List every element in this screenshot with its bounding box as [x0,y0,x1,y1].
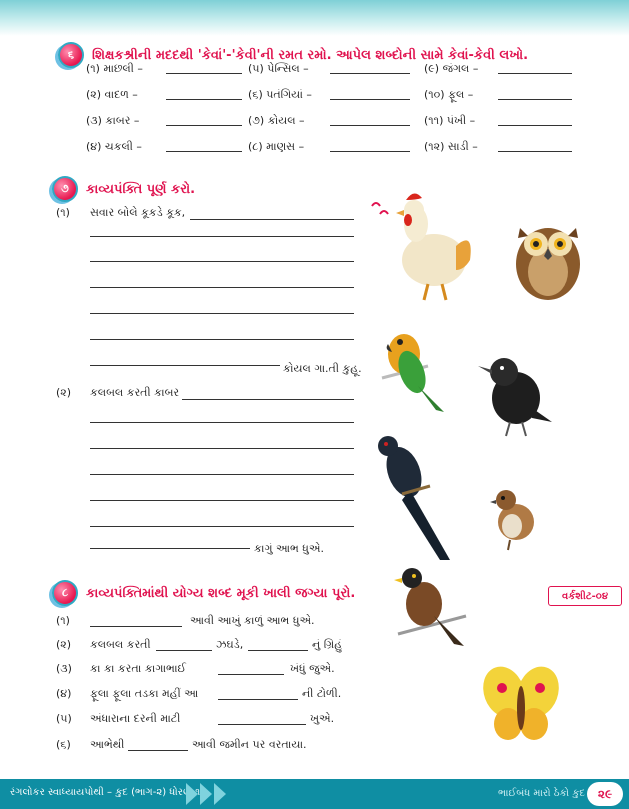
q1-blank-line-5[interactable] [90,339,354,340]
section-6-item-blank[interactable] [330,125,410,126]
section-6-item-blank[interactable] [498,151,572,152]
s8-blank-1[interactable] [90,626,182,627]
page-number: ૨૯ [587,782,623,806]
footer-chapter-title: ભાઈબંધ મારો ઠેકો કુદ [498,788,585,799]
section-6-item-blank[interactable] [330,151,410,152]
section-6-item-blank[interactable] [166,151,242,152]
q2-blank-line-4[interactable] [90,500,354,501]
section-6-item-label: (૭) કોયલ – [248,114,305,127]
s8-text-4a: ફૂલા ફૂલા તડકા મહીં આ [90,687,199,700]
rooster-illustration [366,188,478,306]
section-7-header [52,176,195,202]
s8-num-4: (૪) [56,687,72,700]
s8-blank-6[interactable] [128,750,188,751]
page-footer [0,779,629,809]
q1-blank-line-4[interactable] [90,313,354,314]
section-6-item-label: (૬) પતંગિયાં – [248,88,312,101]
myna-illustration [388,560,472,650]
section-6-item-blank[interactable] [166,73,242,74]
s8-text-2c: નું ગ્રિહું [312,638,343,651]
s8-text-5b: ખુએ. [310,712,335,725]
butterfly-illustration [478,662,564,748]
q2-blank-line-6[interactable] [90,548,250,549]
s8-text-6b: આવી જમીન પર વરતાયા. [192,738,307,751]
s8-num-1: (૧) [56,614,70,627]
q2-number: (૨) [56,386,72,399]
s8-text-2b: ઝઘડે, [216,638,244,651]
q2-end-text: કાગું આભ ધુએ. [254,542,324,555]
s8-text-4b: ની ટોળી. [302,687,342,700]
section-6-item-label: (૪) ચકલી – [86,140,142,153]
chevron-right-icon [186,783,198,805]
s8-text-3b: ખંધું જુએ. [290,662,335,675]
s8-num-6: (૬) [56,738,71,751]
section-6-item-blank[interactable] [166,99,242,100]
chevron-right-icon [200,783,212,805]
q2-blank-line-3[interactable] [90,474,354,475]
section-7-badge: ૭ [52,176,78,202]
parrot-illustration [378,322,452,414]
section-6-item-label: (૧) માછલી – [86,62,143,75]
q1-blank-line-3[interactable] [90,287,354,288]
section-6-item-label: (૫) પેન્સિલ – [248,62,309,75]
s8-text-1b: આવી આખું કાળું આભ ધુએ. [190,614,315,627]
section-6-item-blank[interactable] [166,125,242,126]
section-6-item-label: (૧૦) ફૂલ – [424,88,474,101]
q2-blank-line-5[interactable] [90,526,354,527]
q2-blank-line-2[interactable] [90,448,354,449]
footer-book-title: રંગલોકર સ્વાધ્યાયપોથી – કુદ (ભાગ-૨) ધોરણ-૧ [10,787,201,798]
section-6-item-label: (૧૨) સાડી – [424,140,478,153]
owl-illustration [506,208,590,306]
section-6-item-blank[interactable] [498,99,572,100]
q1-end-text: કોયલ ગા.તી કુહૂ. [283,362,362,375]
q1-blank-line-2[interactable] [90,261,354,262]
section-6-item-blank[interactable] [498,125,572,126]
s8-text-6a: આભેથી [90,738,125,751]
s8-text-2a: કલબલ કરતી [90,638,151,651]
section-6-item-label: (૯) જંગલ – [424,62,479,75]
q2-start-text: કલબલ કરતી કાબર [90,386,180,399]
section-6-item-label: (૨) વાદળ – [86,88,138,101]
section-6-badge: ૬ [58,42,84,68]
s8-num-3: (૩) [56,662,72,675]
sparrow-illustration [488,484,544,552]
q1-number: (૧) [56,206,70,219]
section-6-item-label: (૧૧) પંખી – [424,114,476,127]
q2-blank-line-1[interactable] [90,422,354,423]
section-7-title: કાવ્યપંક્તિ પૂર્ણ કરો. [86,181,196,197]
section-6-item-label: (૮) માણસ – [248,140,305,153]
s8-text-3a: કા કા કરતા કાગાભાઈ [90,662,187,675]
s8-blank-4[interactable] [218,699,298,700]
s8-blank-2b[interactable] [248,650,308,651]
top-decorative-band [0,0,629,36]
section-8-header [52,580,355,606]
s8-num-2: (૨) [56,638,72,651]
s8-text-5a: અંધારાના દરની માટી [90,712,181,725]
section-8-title: કાવ્યપંક્તિમાંથી યોગ્ય શબ્દ મૂકી ખાલી જગ્યા પૂરો. [86,585,356,601]
section-6-item-blank[interactable] [330,99,410,100]
crow-illustration [476,346,554,438]
s8-num-5: (૫) [56,712,72,725]
s8-blank-3[interactable] [218,674,284,675]
q1-blank-line-6[interactable] [90,365,280,366]
drongo-illustration [374,432,470,564]
s8-blank-5[interactable] [218,724,306,725]
q2-blank-line-0[interactable] [182,399,354,400]
q1-start-text: સવાર બોલે કૂકડે કૂક, [90,206,186,219]
q1-blank-line-1[interactable] [90,236,354,237]
section-6-item-blank[interactable] [498,73,572,74]
section-6-item-blank[interactable] [330,73,410,74]
chevron-right-icon [214,783,226,805]
q1-blank-line-0[interactable] [190,219,354,220]
worksheet-badge: વર્કશીટ-૦૪ [548,586,622,606]
section-6-item-label: (૩) કાબર – [86,114,140,127]
s8-blank-2a[interactable] [156,650,212,651]
section-8-badge: ૮ [52,580,78,606]
section-6-title: શિક્ષકશ્રીની મદદથી 'કેવાં'-'કેવી'ની રમત રમો. આપેલ શબ્દોની સામે કેવાં-કેવી લખો. [92,47,529,63]
